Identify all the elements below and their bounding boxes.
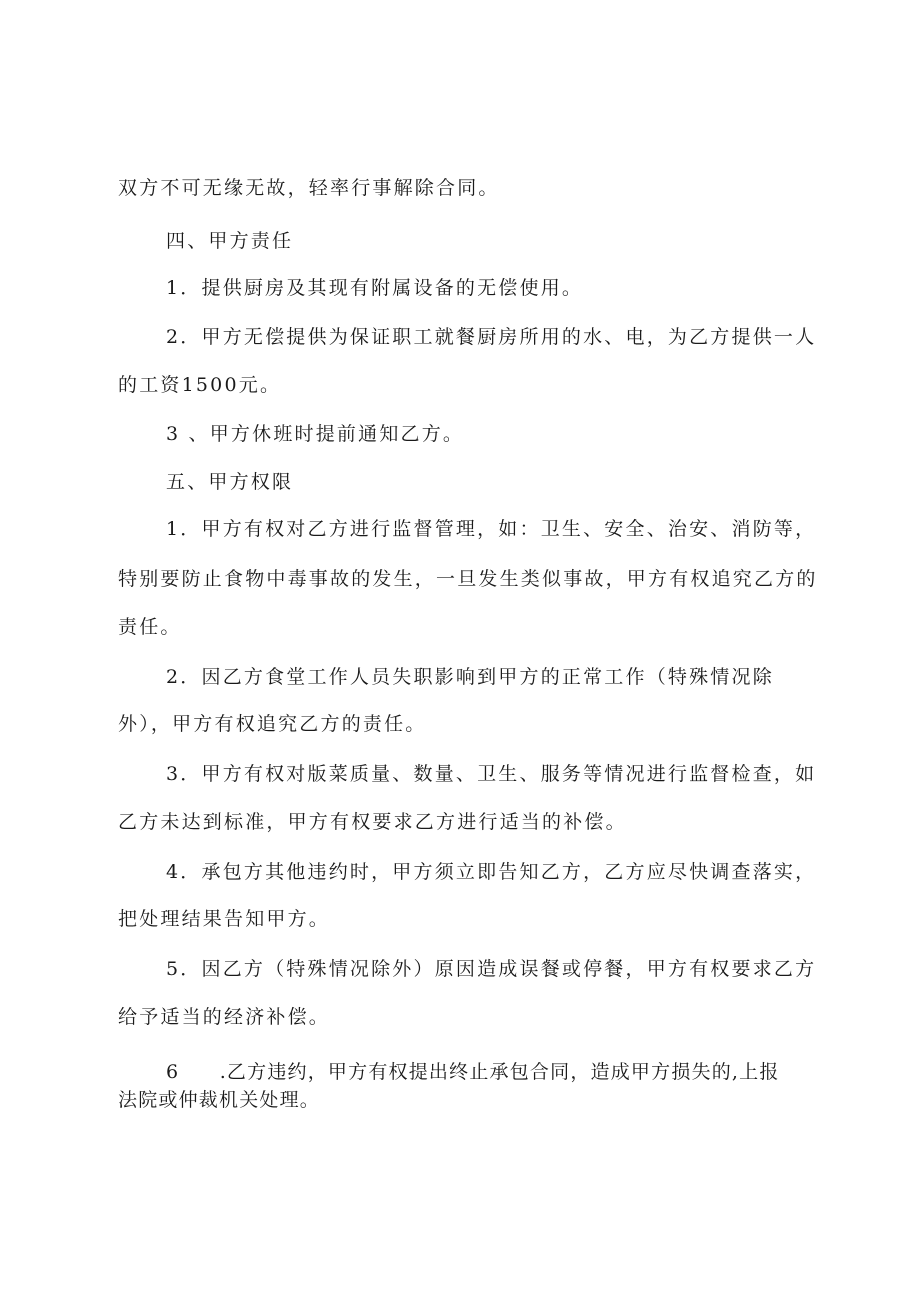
- section-heading: 四、甲方责任: [166, 230, 294, 252]
- paragraph-line: 乙方未达到标准，甲方有权要求乙方进行适当的补偿。: [118, 811, 627, 833]
- paragraph-line: 3 、甲方休班时提前通知乙方。: [166, 423, 465, 445]
- paragraph-line: 外），甲方有权追究乙方的责任。: [118, 713, 427, 735]
- paragraph-line: 4．承包方其他违约时，甲方须立即告知乙方，乙方应尽快调查落实，: [166, 861, 817, 883]
- paragraph-line: 6 .乙方违约，甲方有权提出终止承包合同，造成甲方损失的,上报: [166, 1061, 780, 1083]
- section-heading: 五、甲方权限: [166, 471, 294, 493]
- paragraph-line: 1．甲方有权对乙方进行监督管理，如：卫生、安全、治安、消防等，: [166, 518, 817, 540]
- paragraph-line: 把处理结果告知甲方。: [118, 908, 331, 930]
- paragraph-line: 3．甲方有权对版菜质量、数量、卫生、服务等情况进行监督检查，如: [166, 763, 817, 785]
- paragraph-line: 的工资1500元。: [118, 374, 282, 396]
- paragraph-line: 2．因乙方食堂工作人员失职影响到甲方的正常工作（特殊情况除: [166, 666, 774, 688]
- paragraph-line: 1．提供厨房及其现有附属设备的无偿使用。: [166, 277, 584, 299]
- paragraph-line: 5．因乙方（特殊情况除外）原因造成误餐或停餐，甲方有权要求乙方: [166, 958, 817, 980]
- paragraph-line: 特别要防止食物中毒事故的发生，一旦发生类似事故，甲方有权追究乙方的: [118, 568, 818, 590]
- paragraph-line: 给予适当的经济补偿。: [118, 1006, 331, 1028]
- paragraph-line: 法院或仲裁机关处理。: [118, 1089, 321, 1111]
- paragraph-line: 双方不可无缘无故，轻率行事解除合同。: [118, 177, 500, 199]
- paragraph-line: 2．甲方无偿提供为保证职工就餐厨房所用的水、电，为乙方提供一人: [166, 326, 817, 348]
- paragraph-line: 责任。: [118, 616, 182, 638]
